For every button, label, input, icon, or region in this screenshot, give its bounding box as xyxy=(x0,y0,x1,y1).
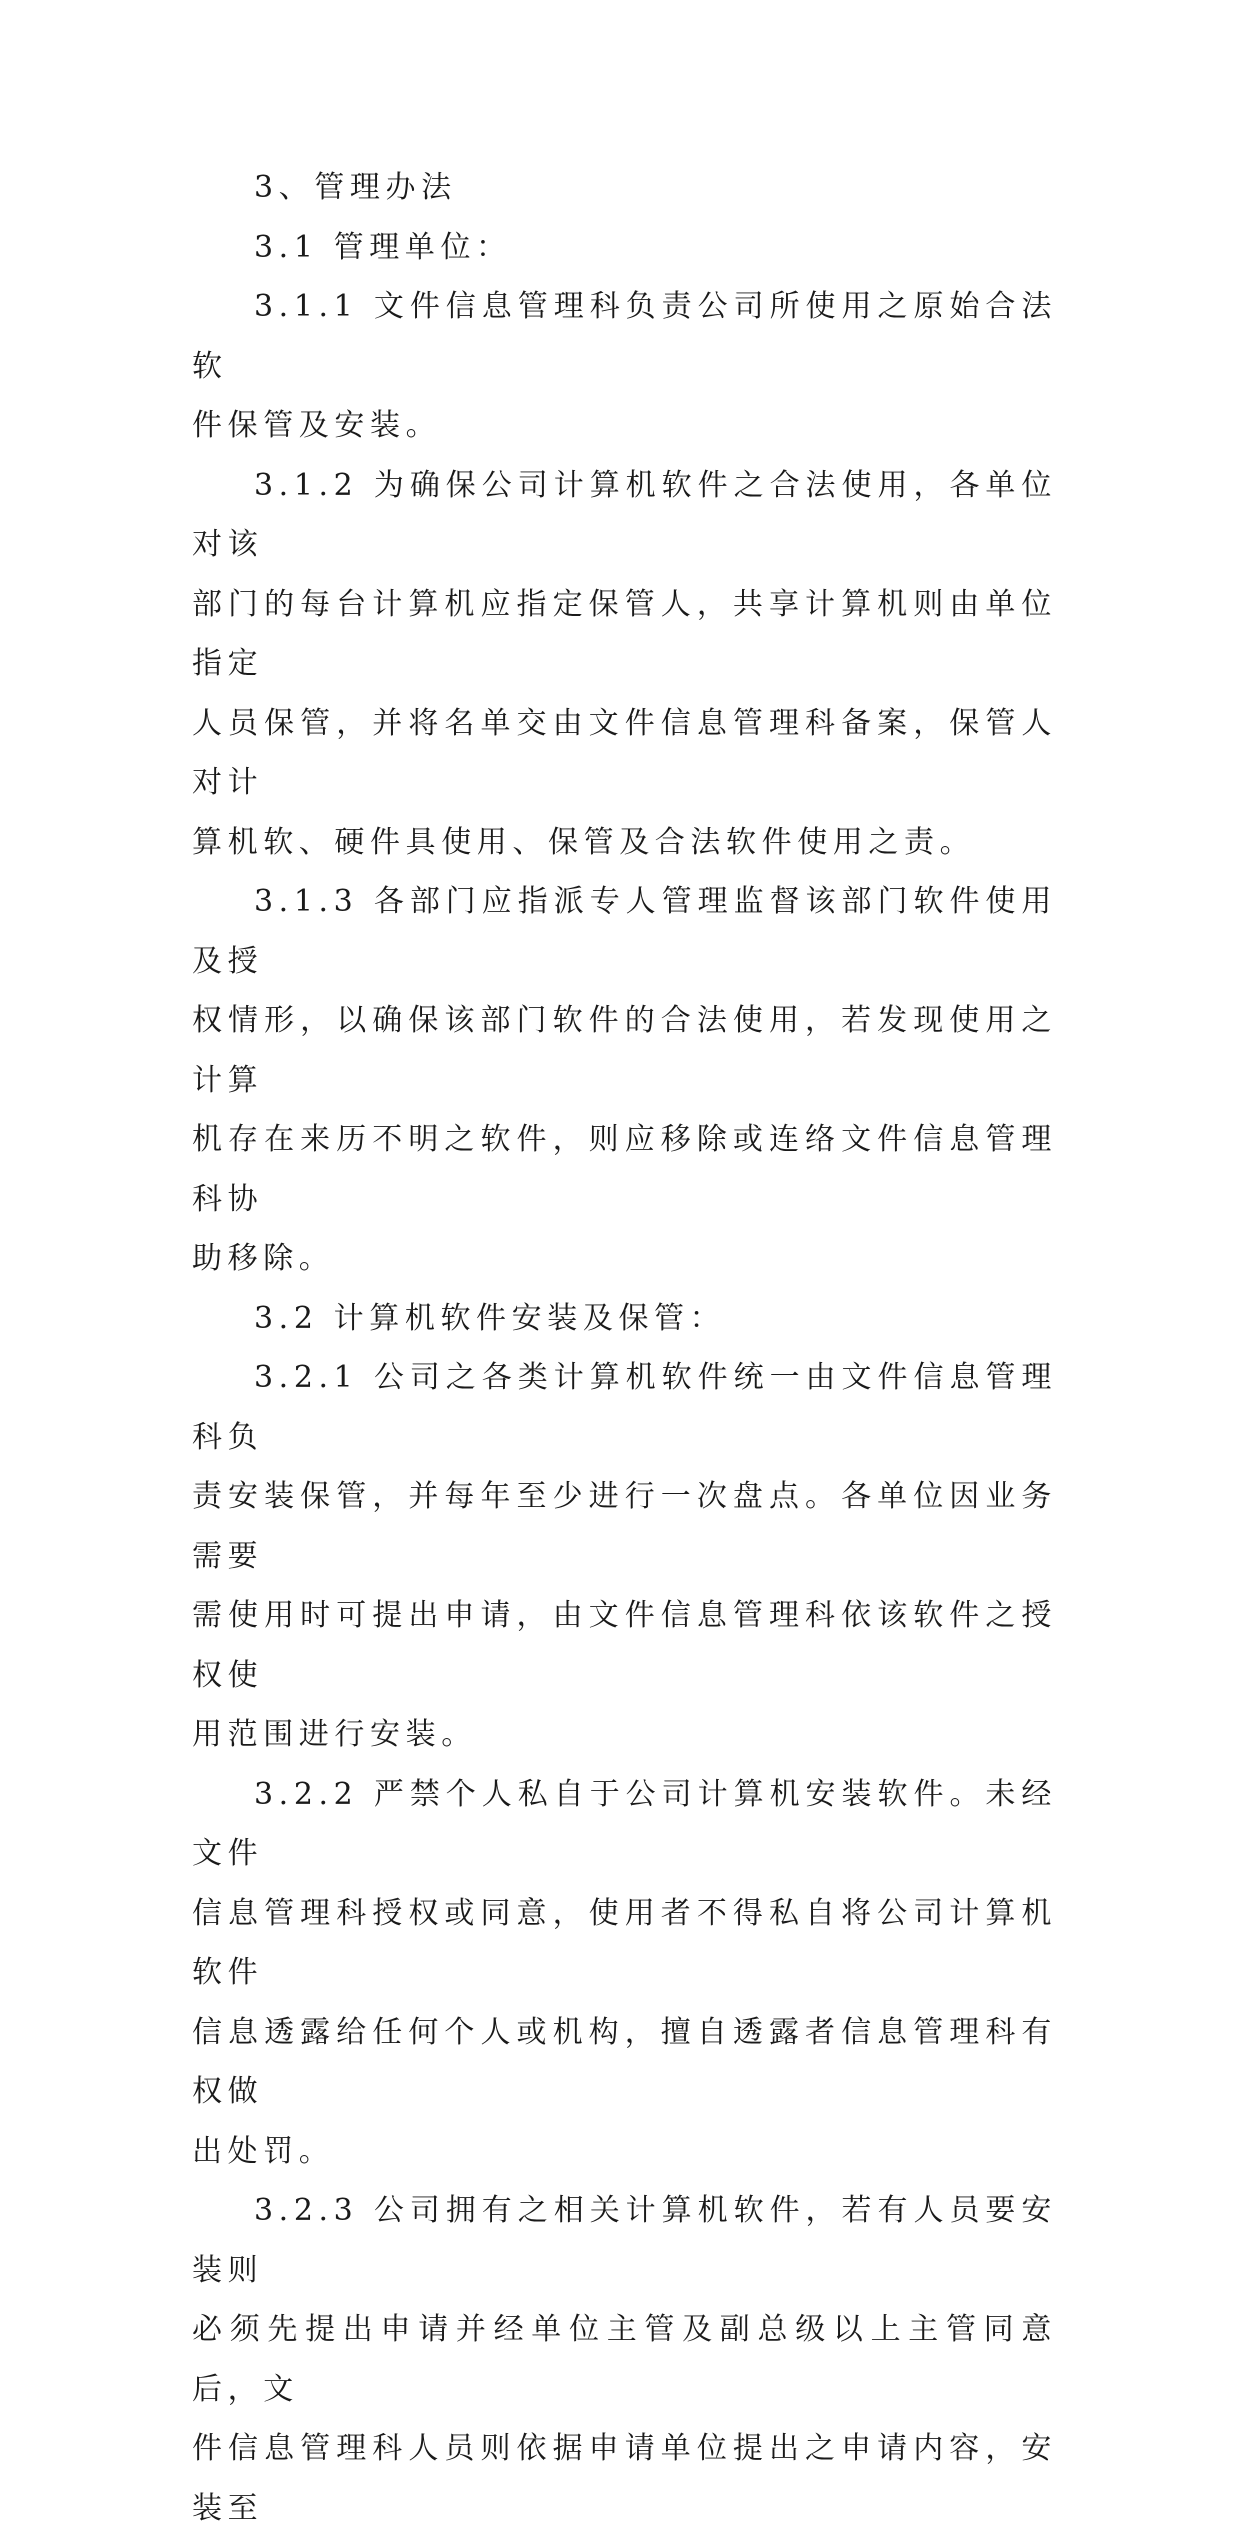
text-line: 需使用时可提出申请，由文件信息管理科依该软件之授权使 xyxy=(192,1598,1057,1693)
text-line: 件信息管理科人员则依据申请单位提出之申请内容，安装至 xyxy=(192,2431,1057,2526)
text-line: 必须先提出申请并经单位主管及副总级以上主管同意后，文 xyxy=(192,2312,1057,2407)
paragraph-3-2-3 xyxy=(192,2181,1057,2538)
paragraph-3-1-2 xyxy=(192,456,1057,873)
section-heading-3-2 xyxy=(192,1289,1057,1349)
text-line: 3.1.3 各部门应指派专人管理监督该部门软件使用及授 xyxy=(192,884,1057,979)
text-line: 信息透露给任何个人或机构，擅自透露者信息管理科有权做 xyxy=(192,2014,1057,2109)
section-heading-3-1 xyxy=(192,218,1057,278)
text-line: 件保管及安装。 xyxy=(192,408,442,443)
paragraph-3-1-1 xyxy=(192,277,1057,456)
text-line: 人员保管，并将名单交由文件信息管理科备案，保管人对计 xyxy=(192,705,1057,800)
text-line: 3.1 管理单位： xyxy=(254,229,512,265)
text-line: 3.2.3 公司拥有之相关计算机软件，若有人员要安装则 xyxy=(192,2193,1057,2288)
document-body xyxy=(192,158,1057,2538)
text-line: 出处罚。 xyxy=(192,2133,335,2169)
text-line: 部门的每台计算机应指定保管人，共享计算机则由单位指定 xyxy=(192,586,1057,681)
section-heading-3 xyxy=(192,158,1057,218)
text-line: 用范围进行安装。 xyxy=(192,1717,477,1752)
text-line: 3.2 计算机软件安装及保管： xyxy=(254,1300,726,1336)
text-line: 机存在来历不明之软件，则应移除或连络文件信息管理科协 xyxy=(192,1122,1057,1217)
paragraph-3-2-2 xyxy=(192,1765,1057,2182)
paragraph-3-2-1 xyxy=(192,1348,1057,1765)
paragraph-3-1-3 xyxy=(192,872,1057,1289)
text-line: 3、管理办法 xyxy=(254,170,457,205)
text-line: 权情形，以确保该部门软件的合法使用，若发现使用之计算 xyxy=(192,1003,1057,1098)
text-line: 助移除。 xyxy=(192,1241,335,1276)
text-line: 3.2.1 公司之各类计算机软件统一由文件信息管理科负 xyxy=(192,1360,1057,1455)
text-line: 算机软、硬件具使用、保管及合法软件使用之责。 xyxy=(192,824,976,860)
text-line: 3.1.1 文件信息管理科负责公司所使用之原始合法软 xyxy=(192,289,1057,384)
text-line: 3.2.2 严禁个人私自于公司计算机安装软件。未经文件 xyxy=(192,1776,1057,1871)
text-line: 3.1.2 为确保公司计算机软件之合法使用，各单位对该 xyxy=(192,467,1057,562)
text-line: 责安装保管，并每年至少进行一次盘点。各单位因业务需要 xyxy=(192,1479,1057,1574)
text-line: 信息管理科授权或同意，使用者不得私自将公司计算机软件 xyxy=(192,1895,1057,1990)
